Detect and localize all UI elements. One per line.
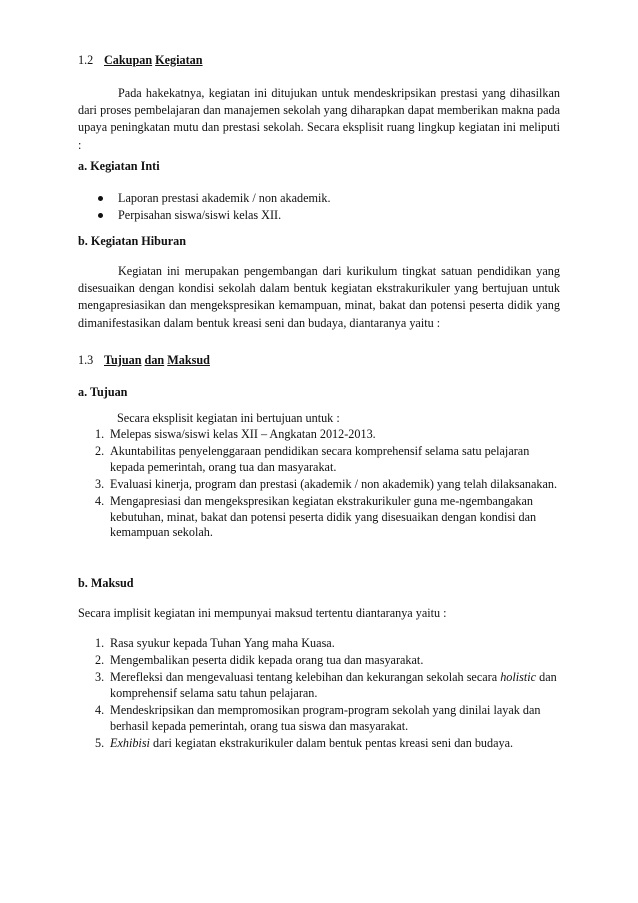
list-item: 5. Exhibisi dari kegiatan ekstrakurikuler dalam bentuk pentas kreasi seni dan budaya. xyxy=(95,735,514,750)
heading-word: dan xyxy=(144,353,165,367)
bullet-icon xyxy=(98,213,103,218)
list-item: 1. Melepas siswa/siswi kelas XII – Angkatan 2012-2013. xyxy=(95,427,376,441)
list-item: Perpisahan siswa/siswi kelas XII. xyxy=(78,207,560,224)
list-item: 1. Rasa syukur kepada Tuhan Yang maha Kuasa. xyxy=(95,636,335,650)
list-item: Laporan prestasi akademik / non akademik. xyxy=(78,190,560,207)
list-item: 4. Mengapresiasi dan mengekspresikan kegiatan ekstrakurikuler guna me-ngembangakan kebutuhan, minat, bakat dan potensi peserta didik yang disesuaikan dengan kondisi dan kemampuan sekolah. xyxy=(95,494,537,540)
heading-word: Maksud xyxy=(167,353,210,367)
list-item: 3. Merefleksi dan mengevaluasi tentang kelebihan dan kekurangan sekolah secara holistic dan komprehensif selama satu tahun pelajaran. xyxy=(95,670,557,700)
kegiatan-inti-list xyxy=(78,190,560,224)
section-number: 1.2 xyxy=(78,53,94,67)
list-item: 3. Evaluasi kinerja, program dan prestasi (akademik / non akademik) yang telah dilaksanakan. xyxy=(95,476,558,491)
bullet-icon xyxy=(98,196,103,201)
hiburan-paragraph: Kegiatan ini merupakan pengembangan dari kurikulum tingkat satuan pendidikan yang disesuaikan dengan kondisi sekolah dalam bentuk kegiatan ekstrakurikuler yang bertujuan untuk mengapresiasikan dan mengekspresikan kemampuan, minat, bakat dan potensi peserta didik yang dimanifestasikan dalam bentuk kreasi seni dan budaya, diantaranya yaitu : xyxy=(78,264,560,330)
heading-word: Kegiatan xyxy=(155,53,203,67)
maksud-heading: b. Maksud xyxy=(78,576,134,590)
kegiatan-inti-heading: a. Kegiatan Inti xyxy=(78,159,160,173)
section-number: 1.3 xyxy=(78,353,94,367)
section-heading-1-3 xyxy=(78,352,560,369)
heading-word: Tujuan xyxy=(104,353,142,367)
section-heading-1-2 xyxy=(78,52,560,69)
list-item: 2. Akuntabilitas penyelenggaraan pendidikan secara komprehensif selama satu pelajaran kepada pemerintah, orang tua dan masyarakat. xyxy=(95,444,530,474)
maksud-intro: Secara implisit kegiatan ini mempunyai maksud tertentu diantaranya yaitu : xyxy=(78,606,447,620)
tujuan-intro: Secara eksplisit kegiatan ini bertujuan untuk : xyxy=(117,411,340,425)
list-item: 2. Mengembalikan peserta didik kepada orang tua dan masyarakat. xyxy=(95,653,424,668)
cakupan-paragraph: Pada hakekatnya, kegiatan ini ditujukan untuk mendeskripsikan prestasi yang dihasilkan dari proses pembelajaran dan manajemen sekolah yang diharapkan dapat memberikan makna pada upaya peningkatan mutu dan prestasi sekolah. Secara eksplisit ruang lingkup kegiatan ini meliputi : xyxy=(78,86,560,152)
kegiatan-hiburan-heading: b. Kegiatan Hiburan xyxy=(78,234,187,248)
maksud-list xyxy=(78,636,560,753)
list-item: 4. Mendeskripsikan dan mempromosikan program-program sekolah yang dinilai layak dan berhasil kepada pemerintah, orang tua siswa dan masyarakat. xyxy=(95,703,541,733)
tujuan-list xyxy=(78,427,560,543)
tujuan-heading: a. Tujuan xyxy=(78,385,128,399)
heading-word: Cakupan xyxy=(104,53,153,67)
